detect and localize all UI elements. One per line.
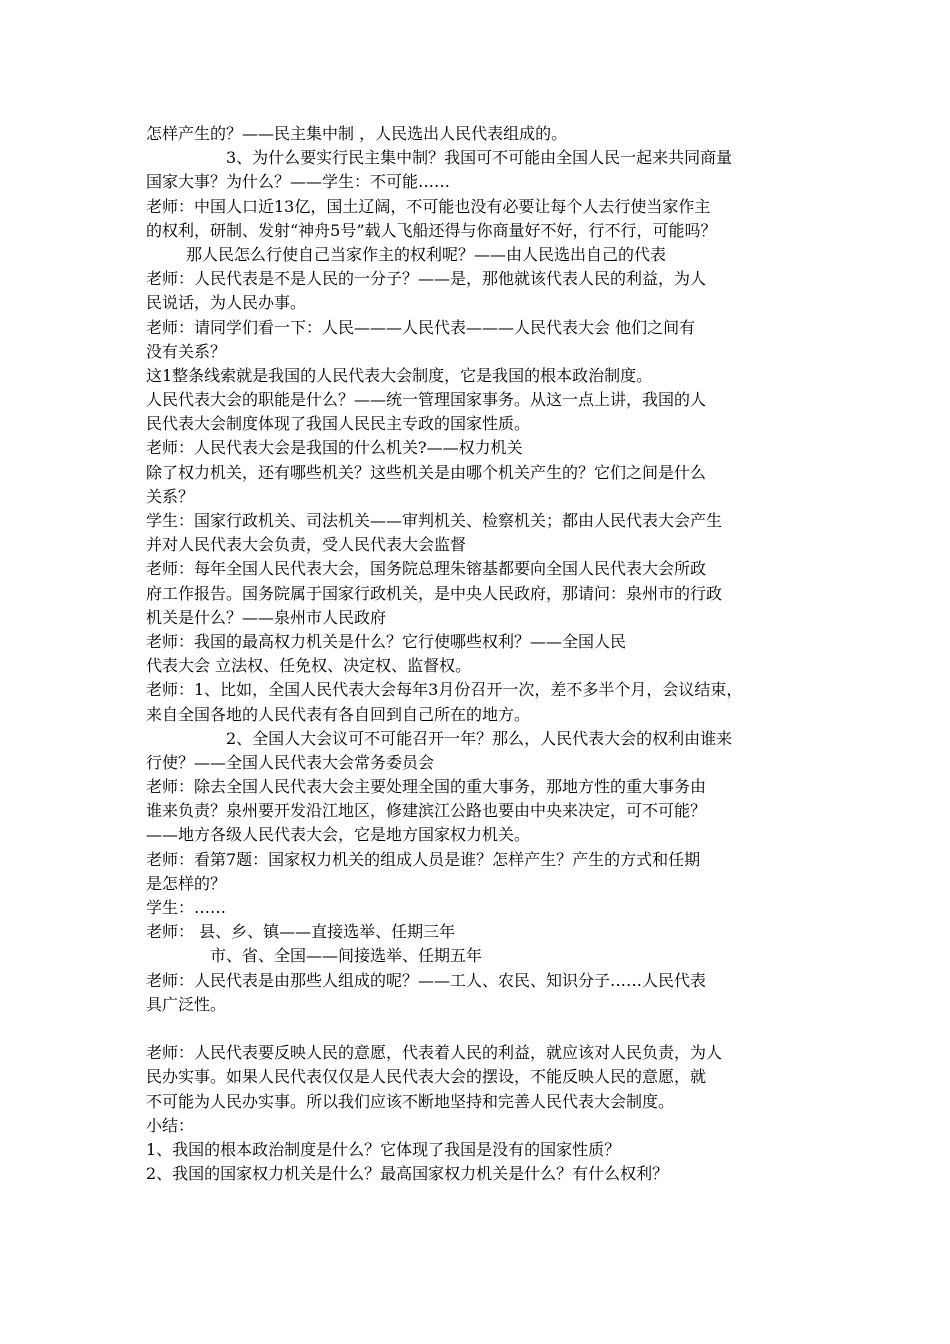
text-line: 并对人民代表大会负责，受人民代表大会监督 (146, 535, 467, 555)
text-line: 是怎样的？ (146, 873, 227, 893)
text-line: 的权利，研制、发射“神舟5号”载人飞船还得与你商量好不好，行不行，可能吗？ (146, 220, 717, 240)
text-line: 老师：请同学们看一下：人民———人民代表———人民代表大会 他们之间有 (146, 317, 696, 337)
text-line: 老师：人民代表要反映人民的意愿，代表着人民的利益，就应该对人民负责，为人 (146, 1043, 723, 1063)
text-line: 机关是什么？——泉州市人民政府 (146, 607, 387, 627)
text-line: 谁来负责？泉州要开发沿江地区，修建滨江公路也要由中央来决定，可不可能？ (146, 801, 707, 821)
text-line: 1、我国的根本政治制度是什么？它体现了我国是没有的国家性质？ (146, 1139, 621, 1159)
text-line: 关系？ (146, 486, 195, 506)
text-line: 那人民怎么行使自己当家作主的权利呢？——由人民选出自己的代表 (186, 244, 667, 264)
text-line: 老师：我国的最高权力机关是什么？它行使哪些权利？——全国人民 (146, 631, 627, 651)
text-line: 学生：…… (146, 898, 227, 917)
text-line: 人民代表大会的职能是什么？——统一管理国家事务。从这一点上讲，我国的人 (146, 390, 707, 410)
text-line: 学生：国家行政机关、司法机关——审判机关、检察机关；都由人民代表大会产生 (146, 511, 723, 530)
text-line: 老师：除去全国人民代表大会主要处理全国的重大事务，那地方性的重大事务由 (146, 777, 707, 797)
text-line: 市、省、全国——间接选举、任期五年 (210, 946, 483, 966)
text-line: 老师：人民代表大会是我国的什么机关?——权力机关 (146, 438, 523, 458)
document-body (146, 122, 826, 1186)
text-line: 民办实事。如果人民代表仅仅是人民代表大会的摆设，不能反映人民的意愿，就 (146, 1067, 707, 1087)
text-line: 国家大事？为什么？——学生：不可能…… (146, 172, 451, 192)
text-line: 民代表大会制度体现了我国人民民主专政的国家性质。 (146, 414, 531, 434)
text-line: 小结： (146, 1115, 195, 1135)
text-line: 除了权力机关，还有哪些机关？这些机关是由哪个机关产生的？它们之间是什么 (146, 462, 707, 482)
text-line: 2、全国人大会议可不可能召开一年？那么，人民代表大会的权利由谁来 (226, 728, 733, 748)
text-line: 老师：1、比如，全国人民代表大会每年3月份召开一次，差不多半个月，会议结束， (146, 680, 743, 700)
text-line: 民说话，为人民办事。 (146, 293, 307, 313)
text-line: 代表大会 立法权、任免权、决定权、监督权。 (146, 656, 472, 676)
text-line: 老师： 县、乡、镇——直接选举、任期三年 (146, 922, 456, 942)
text-line: 这1整条线索就是我国的人民代表大会制度，它是我国的根本政治制度。 (146, 365, 653, 385)
text-line: 府工作报告。国务院属于国家行政机关，是中央人民政府，那请问：泉州市的行政 (146, 583, 723, 603)
text-line: 怎样产生的？——民主集中制 ，人民选出人民代表组成的。 (146, 124, 568, 143)
text-line: 老师：人民代表是由那些人组成的呢？——工人、农民、知识分子……人民代表 (146, 970, 707, 990)
text-line: 具广泛性。 (146, 994, 227, 1014)
text-line: 行使？——全国人民代表大会常务委员会 (146, 752, 435, 772)
text-line: 老师：看第7题：国家权力机关的组成人员是谁？怎样产生？产生的方式和任期 (146, 849, 701, 869)
text-line: 来自全国各地的人民代表有各自回到自己所在的地方。 (146, 704, 531, 724)
text-line: 2、我国的国家权力机关是什么？最高国家权力机关是什么？有什么权利？ (146, 1164, 669, 1184)
text-line: 老师：每年全国人民代表大会，国务院总理朱镕基都要向全国人民代表大会所政 (146, 559, 707, 579)
text-line: 3、为什么要实行民主集中制？我国可不可能由全国人民一起来共同商量 (226, 148, 733, 168)
text-line: 老师：中国人口近13亿，国土辽阔，不可能也没有必要让每个人去行使当家作主 (146, 196, 711, 216)
text-line: 不可能为人民办实事。所以我们应该不断地坚持和完善人民代表大会制度。 (146, 1091, 675, 1111)
text-line: 老师：人民代表是不是人民的一分子？——是，那他就该代表人民的利益，为人 (146, 269, 707, 289)
text-line: 没有关系？ (146, 341, 227, 361)
text-line: ——地方各级人民代表大会，它是地方国家权力机关。 (146, 825, 531, 845)
blank-line (146, 1017, 826, 1041)
